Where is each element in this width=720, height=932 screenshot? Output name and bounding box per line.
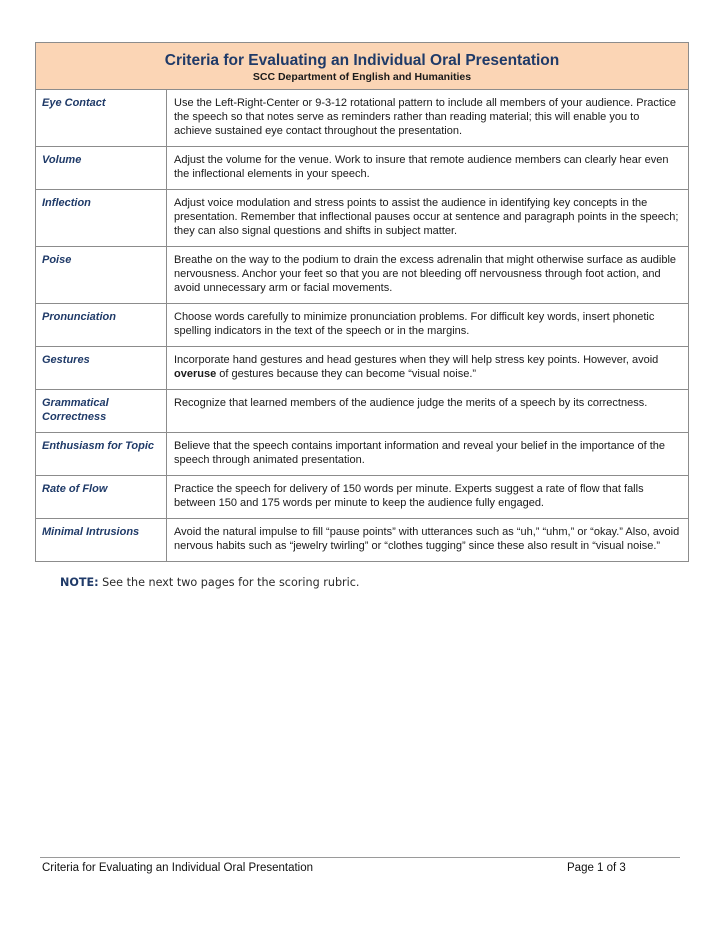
criterion-description: Recognize that learned members of the audience judge the merits of a speech by its correctness. (167, 390, 689, 433)
note-label: NOTE: (60, 576, 99, 589)
criteria-table (35, 42, 689, 562)
page-number: Page 1 of 3 (567, 862, 626, 874)
criterion-description: Adjust the volume for the venue. Work to insure that remote audience members can clearly hear even the inflectional elements in your speech. (167, 147, 689, 190)
table-row (36, 147, 689, 190)
table-row (36, 433, 689, 476)
criterion-description: Believe that the speech contains important information and reveal your belief in the importance of the speech through animated presentation. (167, 433, 689, 476)
criterion-name: Rate of Flow (36, 476, 167, 519)
criterion-name: Eye Contact (36, 90, 167, 147)
document-title: Criteria for Evaluating an Individual Oral Presentation (164, 52, 560, 69)
table-title-cell (36, 43, 689, 90)
table-row (36, 90, 689, 147)
criterion-description: Breathe on the way to the podium to drain the excess adrenalin that might otherwise surface as audible nervousness. Anchor your feet so that you are not bleeding off nervousness through foot action, and avoid unnecessary arm or facial movements. (167, 247, 689, 304)
emphasis-text: overuse (174, 368, 217, 380)
table-row (36, 519, 689, 562)
criterion-name: Poise (36, 247, 167, 304)
scoring-note (60, 576, 359, 589)
footer-document-title: Criteria for Evaluating an Individual Oral Presentation (42, 862, 314, 874)
criterion-description: Use the Left-Right-Center or 9-3-12 rotational pattern to include all members of your audience. Practice the speech so that notes serve as reminders rather than reading material; this will enable you to achieve sustained eye contact throughout the presentation. (167, 90, 689, 147)
criterion-name: Grammatical Correctness (36, 390, 167, 433)
criterion-description: Practice the speech for delivery of 150 words per minute. Experts suggest a rate of flow that falls between 150 and 175 words per minute to keep the audience fully engaged. (167, 476, 689, 519)
criterion-description: Choose words carefully to minimize pronunciation problems. For difficult key words, insert phonetic spelling indicators in the text of the speech or in the margins. (167, 304, 689, 347)
criterion-name: Pronunciation (36, 304, 167, 347)
criterion-name: Inflection (36, 190, 167, 247)
table-row (36, 247, 689, 304)
criterion-name: Enthusiasm for Topic (36, 433, 167, 476)
criterion-description: Adjust voice modulation and stress points to assist the audience in identifying key concepts in the presentation. Remember that inflectional pauses occur at sentence and paragraph points in the speech; they can also signal questions and shifts in subject matter. (167, 190, 689, 247)
department-subtitle: SCC Department of English and Humanities (252, 71, 472, 83)
table-row (36, 390, 689, 433)
footer-divider (40, 857, 680, 858)
criterion-description: Avoid the natural impulse to fill “pause points” with utterances such as “uh,” “uhm,” or “okay.” Also, avoid nervous habits such as “jewelry twirling” or “clothes tugging” since these also result in “visual noise.” (167, 519, 689, 562)
description-text: of gestures because they can become “visual noise.” (216, 368, 477, 380)
description-text: Incorporate hand gestures and head gestures when they will help stress key points. However, avoid (174, 354, 659, 366)
table-row (36, 476, 689, 519)
criterion-name: Volume (36, 147, 167, 190)
criterion-name: Minimal Intrusions (36, 519, 167, 562)
table-header-row (36, 43, 689, 90)
criterion-name: Gestures (36, 347, 167, 390)
table-row (36, 347, 689, 390)
note-text: See the next two pages for the scoring rubric. (98, 576, 360, 589)
table-row (36, 304, 689, 347)
table-row (36, 190, 689, 247)
criterion-description (167, 347, 689, 390)
